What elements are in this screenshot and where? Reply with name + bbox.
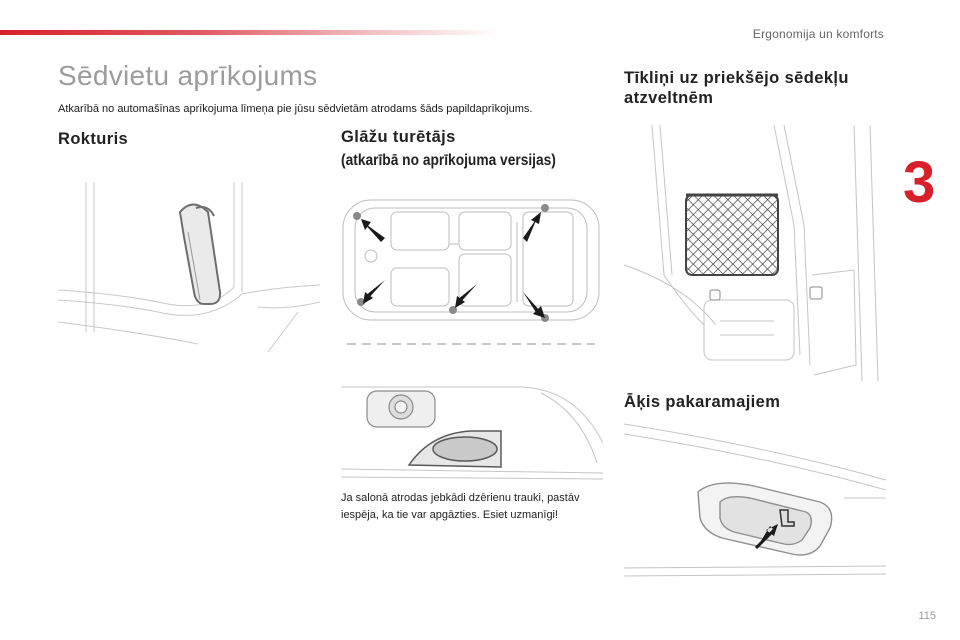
cupholder-detail-illustration — [341, 383, 603, 483]
section-title: Ergonomija un komforts — [752, 27, 884, 41]
coat-hook-illustration — [624, 418, 886, 578]
chapter-number: 3 — [903, 150, 936, 215]
heading-tiklini: Tīkliņi uz priekšējo sēdekļu atzveltnēm — [624, 69, 849, 107]
heading-akis: Āķis pakaramajiem — [624, 393, 781, 411]
intro-text: Atkarībā no automašīnas aprīkojuma līmeņa pie jūsu sēdvietām atrodams šāds papildaprīkojums. — [58, 103, 533, 115]
heading-rokturis: Rokturis — [58, 130, 129, 148]
grab-handle-illustration — [58, 182, 320, 352]
heading-glazu-turetajs: Glāžu turētājs — [341, 128, 456, 146]
page-number: 115 — [918, 610, 936, 622]
warning-text: Ja salonā atrodas jebkādi dzērienu trauki, pastāv iespēja, ka tie var apgāzties. Esiet uzmanīgi! — [341, 492, 580, 521]
header-accent-bar — [0, 30, 500, 35]
cupholder-topview-illustration — [341, 192, 603, 352]
page-title: Sēdvietu aprīkojums — [58, 60, 318, 91]
seatback-net-illustration — [624, 125, 886, 381]
subheading-version: (atkarībā no aprīkojuma versijas) — [341, 152, 556, 169]
